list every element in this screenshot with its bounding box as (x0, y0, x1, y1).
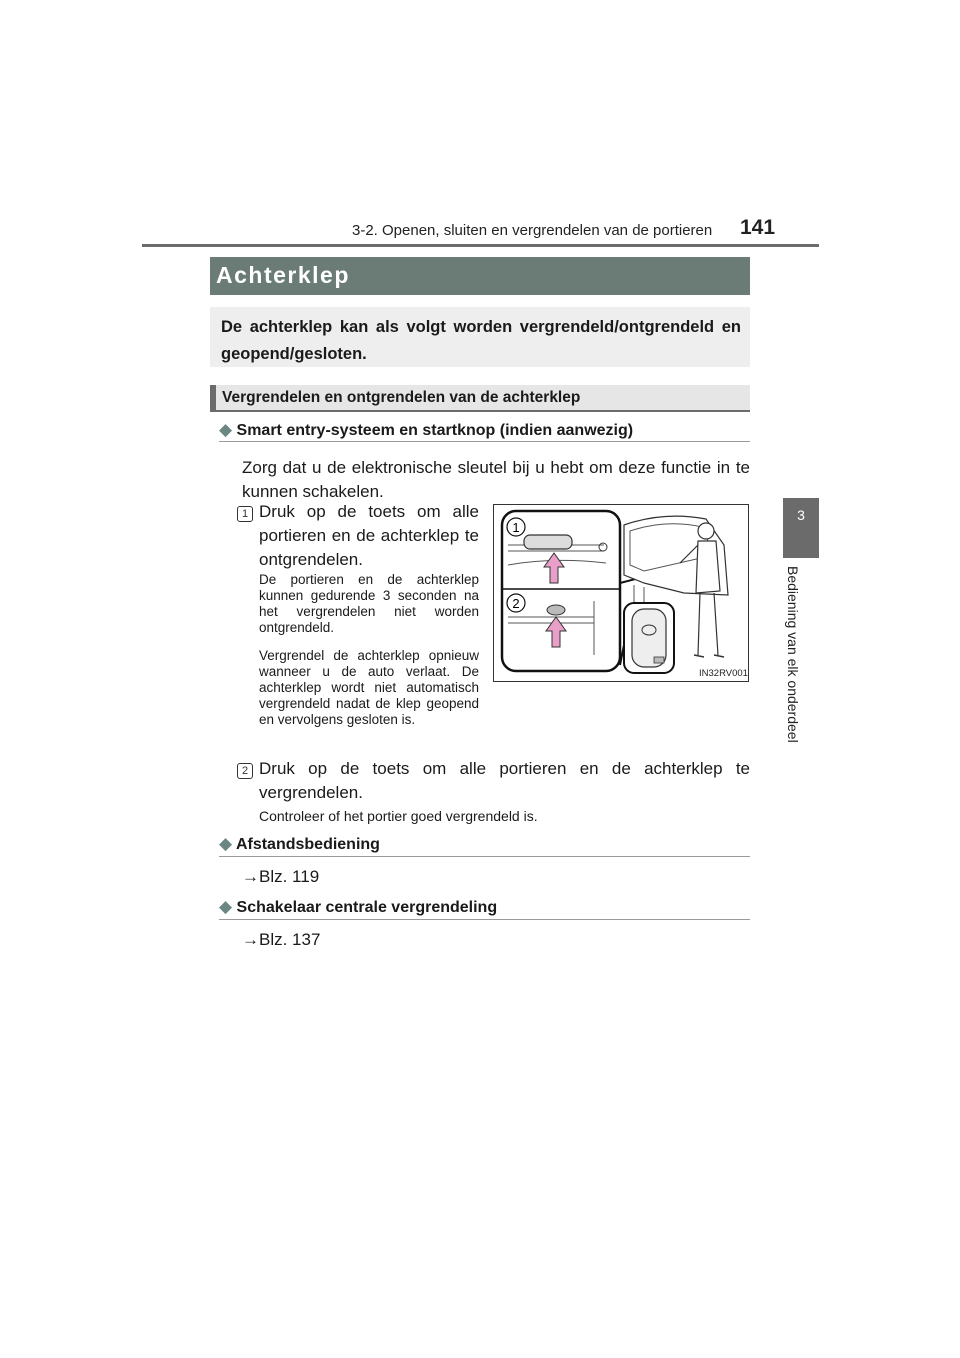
smart-instruction: Zorg dat u de elektronische sleutel bij u hebt om deze functie in te kunnen schakelen. (242, 458, 750, 501)
arrow-right-icon: → (242, 867, 259, 886)
arrow-right-icon: → (242, 930, 259, 949)
remote-reference-link[interactable]: Blz. 119 (259, 867, 320, 886)
tailgate-illustration (493, 504, 749, 682)
step-2-icon: 2 (237, 761, 253, 779)
intro-text: De achterklep kan als volgt worden vergrendeld/ontgrendeld en geopend/gesloten. (221, 318, 741, 363)
central-reference-link[interactable]: Blz. 137 (259, 930, 321, 949)
section-heading-remote-text: Afstandsbediening (235, 836, 380, 853)
diamond-icon: ◆ (219, 834, 233, 853)
section-rule (219, 919, 750, 920)
central-reference (242, 928, 320, 952)
tailgate-drawing (494, 505, 748, 681)
step-1-icon: 1 (237, 504, 253, 522)
section-rule (219, 441, 750, 442)
chapter-tab-number: 3 (797, 507, 805, 523)
section-heading-central (219, 897, 497, 917)
subsection-accent (210, 385, 216, 412)
figure-code: IN32RV001 (699, 668, 748, 679)
step-1-note-1: De portieren en de achterklep kunnen gedurende 3 seconden na het vergrendelen niet worden ontgrendeld. (259, 572, 479, 635)
figure-callout-2: 2 (512, 596, 520, 611)
chapter-tab-label: Bediening van elk onderdeel (785, 566, 801, 743)
figure-callout-1: 1 (512, 520, 520, 535)
step-2-text: Druk op de toets om alle portieren en de achterklep te vergrendelen. (259, 759, 750, 802)
section-heading-remote (219, 834, 380, 854)
remote-reference (242, 865, 319, 889)
header-rule (142, 244, 819, 247)
section-heading-central-text: Schakelaar centrale vergrendeling (236, 899, 498, 916)
section-heading-smart (219, 420, 633, 440)
subsection-title: Vergrendelen en ontgrendelen van de achterklep (222, 389, 581, 406)
step-1-note-2: Vergrendel de achterklep opnieuw wanneer u de auto verlaat. De achterklep wordt niet automatisch vergrendeld nadat de klep geopend en vervolgens gesloten is. (259, 648, 479, 727)
step-1-text: Druk op de toets om alle portieren en de achterklep te ontgrendelen. (259, 502, 479, 569)
section-rule (219, 856, 750, 857)
section-heading-smart-text: Smart entry-systeem en startknop (indien aanwezig) (236, 422, 634, 439)
page-number: 141 (740, 216, 776, 239)
step-2-note: Controleer of het portier goed vergrendeld is. (259, 808, 538, 824)
diamond-icon: ◆ (219, 897, 233, 916)
page-title: Achterklep (216, 262, 350, 288)
diamond-icon: ◆ (219, 420, 233, 439)
chapter-header: 3-2. Openen, sluiten en vergrendelen van de portieren (352, 222, 713, 239)
